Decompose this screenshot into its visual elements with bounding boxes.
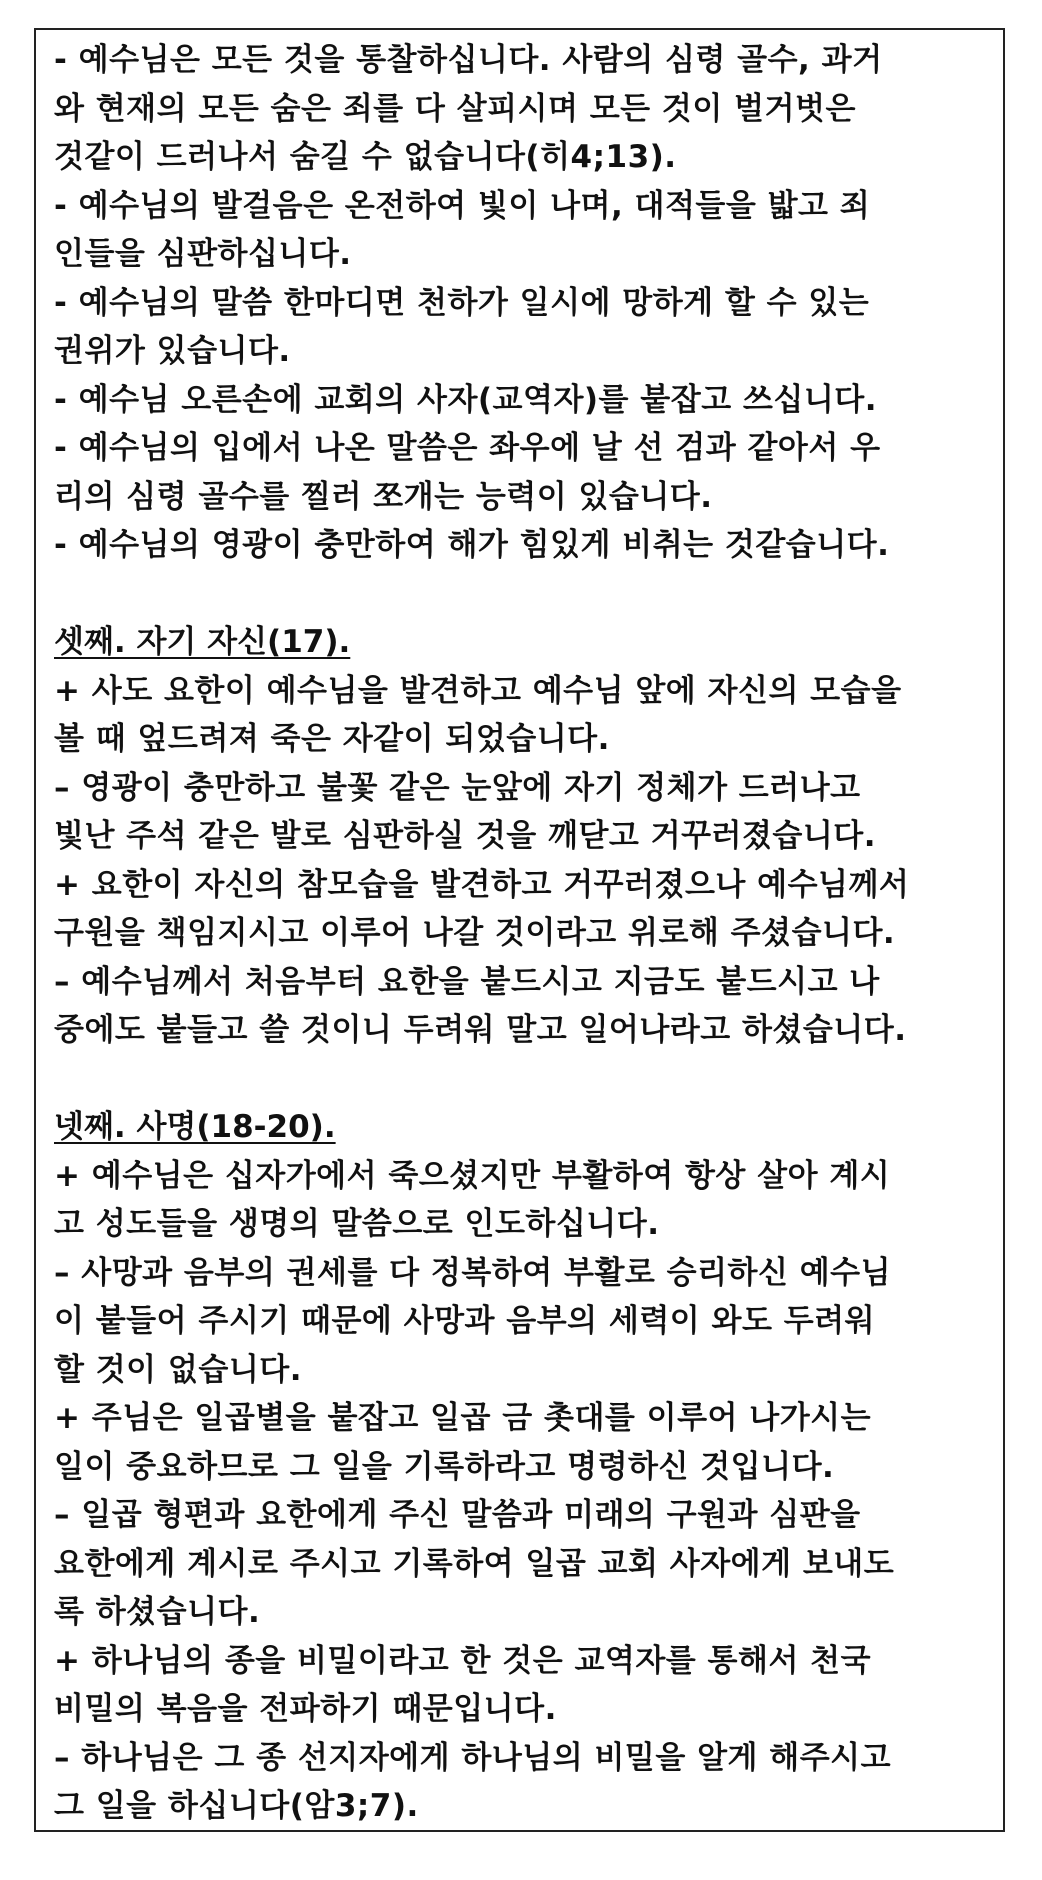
text-line: + 하나님의 종을 비밀이라고 한 것은 교역자를 통해서 천국 <box>54 1642 872 1679</box>
text-line: 중에도 붙들고 쓸 것이니 두려워 말고 일어나라고 하셨습니다. <box>54 1012 907 1048</box>
text-line: - 예수님의 말씀 한마디면 천하가 일시에 망하게 할 수 있는 <box>54 284 870 321</box>
text-line: + 예수님은 십자가에서 죽으셨지만 부활하여 항상 살아 계시 <box>54 1157 891 1194</box>
text-line: – 예수님께서 처음부터 요한을 붙드시고 지금도 붙드시고 나 <box>54 963 880 1000</box>
document-page <box>34 28 1005 1832</box>
fourth-section <box>54 1103 977 1831</box>
intro-section <box>54 36 977 570</box>
text-line: - 예수님 오른손에 교회의 사자(교역자)를 붙잡고 쓰십니다. <box>54 381 877 418</box>
text-line: 비밀의 복음을 전파하기 때문입니다. <box>54 1691 557 1727</box>
text-line: 빛난 주석 같은 발로 심판하실 것을 깨닫고 거꾸러졌습니다. <box>54 818 877 854</box>
section-heading <box>54 1103 977 1152</box>
text-line: + 요한이 자신의 참모습을 발견하고 거꾸러졌으나 예수님께서 <box>54 866 910 903</box>
section-spacer <box>54 570 977 619</box>
text-line: - 예수님의 영광이 충만하여 해가 힘있게 비취는 것같습니다. <box>54 527 890 563</box>
text-line: 이 붙들어 주시기 때문에 사망과 음부의 세력이 와도 두려워 <box>54 1303 876 1339</box>
text-line: + 사도 요한이 예수님을 발견하고 예수님 앞에 자신의 모습을 <box>54 672 902 709</box>
text-line: - 예수님의 입에서 나온 말씀은 좌우에 날 선 검과 같아서 우 <box>54 430 881 466</box>
text-line: 인들을 심판하십니다. <box>54 236 352 272</box>
text-line: 구원을 책임지시고 이루어 나갈 것이라고 위로해 주셨습니다. <box>54 915 896 951</box>
text-line: 볼 때 엎드려져 죽은 자같이 되었습니다. <box>54 721 610 757</box>
text-line: + 주님은 일곱별을 붙잡고 일곱 금 촛대를 이루어 나가시는 <box>54 1400 872 1436</box>
text-line: 그 일을 하십니다(암3;7). <box>54 1788 419 1824</box>
text-line: 권위가 있습니다. <box>54 333 291 369</box>
text-line: 일이 중요하므로 그 일을 기록하라고 명령하신 것입니다. <box>54 1448 835 1485</box>
text-line: 고 성도들을 생명의 말씀으로 인도하십니다. <box>54 1206 660 1242</box>
text-line: 할 것이 없습니다. <box>54 1351 302 1388</box>
text-line: 요한에게 계시로 주시고 기록하여 일곱 교회 사자에게 보내도 <box>54 1545 895 1582</box>
text-line: – 일곱 형편과 요한에게 주신 말씀과 미래의 구원과 심판을 <box>54 1497 861 1533</box>
section-spacer <box>54 1055 977 1104</box>
section-heading-text: 셋째. 자기 자신(17). <box>54 624 351 660</box>
text-line: – 영광이 충만하고 불꽃 같은 눈앞에 자기 정체가 드러나고 <box>54 769 861 806</box>
text-line: 리의 심령 골수를 찔러 쪼개는 능력이 있습니다. <box>54 478 713 515</box>
section-heading <box>54 618 977 667</box>
text-line: - 예수님의 발걸음은 온전하여 빛이 나며, 대적들을 밟고 죄 <box>54 187 871 224</box>
text-line: – 사망과 음부의 권세를 다 정복하여 부활로 승리하신 예수님 <box>54 1254 892 1291</box>
text-line: - 예수님은 모든 것을 통찰하십니다. 사람의 심령 골수, 과거 <box>54 42 883 78</box>
third-section <box>54 618 977 1055</box>
section-heading-text: 넷째. 사명(18-20). <box>54 1109 336 1145</box>
text-line: 것같이 드러나서 숨길 수 없습니다(히4;13). <box>54 139 677 175</box>
text-line: 와 현재의 모든 숨은 죄를 다 살피시며 모든 것이 벌거벗은 <box>54 90 856 127</box>
text-line: 록 하셨습니다. <box>54 1594 261 1630</box>
text-line: – 하나님은 그 종 선지자에게 하나님의 비밀을 알게 해주시고 <box>54 1739 892 1776</box>
